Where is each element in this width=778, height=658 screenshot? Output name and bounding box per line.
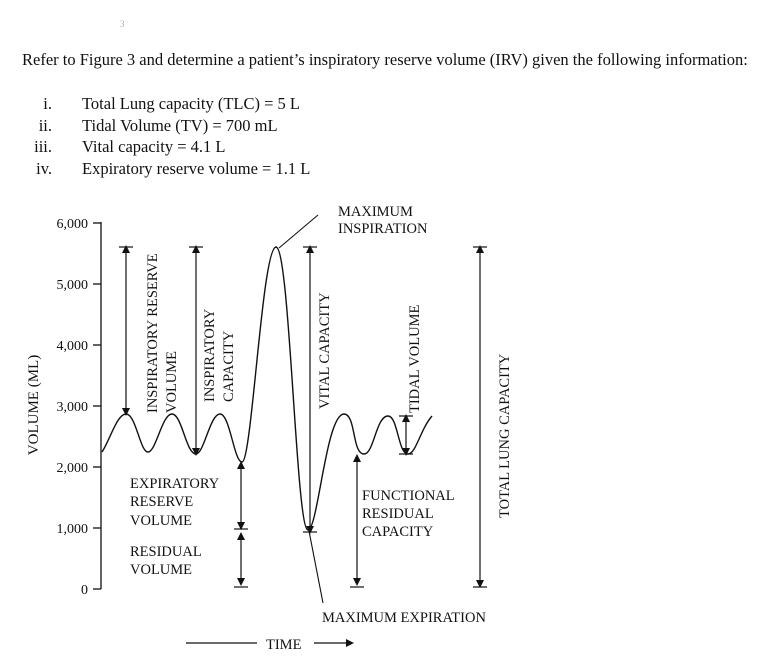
irv-arrow [119, 247, 133, 414]
ic-label: CAPACITY [221, 330, 237, 402]
tlc-label: TOTAL LUNG CAPACITY [497, 353, 513, 518]
figure-number-mark: 3 [120, 19, 125, 29]
rv-arrow [234, 534, 248, 587]
y-tick-label: 6,000 [56, 217, 88, 232]
tv-arrow [399, 416, 413, 454]
list-item-number: i. [43, 94, 52, 113]
ic-label: INSPIRATORY [202, 308, 218, 402]
tlc-arrow [473, 247, 487, 587]
max-expiration-label: MAXIMUM EXPIRATION [322, 610, 486, 626]
y-tick-label: 2,000 [56, 461, 88, 476]
list-item-text: Vital capacity = 4.1 L [82, 137, 226, 156]
irv-label: VOLUME [164, 350, 180, 413]
list-item-number: ii. [38, 115, 52, 135]
vc-label: VITAL CAPACITY [317, 292, 333, 409]
irv-label: INSPIRATORY RESERVE [145, 253, 161, 413]
ic-arrow [189, 247, 203, 454]
max-inspiration-pointer [279, 215, 318, 248]
y-tick-label: 3,000 [56, 400, 88, 415]
rv-label: VOLUME [130, 562, 193, 578]
erv-label: RESERVE [130, 494, 194, 510]
list-item-text: Total Lung capacity (TLC) = 5 L [82, 94, 300, 113]
erv-arrow [234, 463, 248, 529]
max-inspiration-label: MAXIMUM [338, 204, 413, 220]
erv-label: VOLUME [130, 513, 193, 529]
y-tick-label: 1,000 [56, 522, 88, 537]
frc-label: CAPACITY [362, 524, 434, 540]
tv-label: TIDAL VOLUME [407, 304, 423, 413]
max-inspiration-label: INSPIRATION [338, 221, 428, 237]
list-item-number: iii. [34, 137, 52, 156]
y-tick-label: 4,000 [56, 339, 88, 354]
erv-label: EXPIRATORY [130, 476, 220, 492]
y-axis-ticks [93, 223, 101, 589]
list-item-text: Tidal Volume (TV) = 700 mL [82, 115, 278, 135]
list-item-text: Expiratory reserve volume = 1.1 L [82, 158, 311, 178]
y-tick-label: 5,000 [56, 278, 88, 293]
list-item-number: iv. [36, 158, 52, 178]
y-axis-label: VOLUME (ML) [26, 354, 42, 456]
time-axis-label: TIME [266, 637, 302, 653]
vc-arrow [303, 247, 317, 532]
frc-label: FUNCTIONAL [362, 488, 455, 504]
question-text: Refer to Figure 3 and determine a patient’s inspiratory reserve volume (IRV) given the following information: [22, 50, 748, 69]
max-expiration-pointer [309, 531, 323, 603]
frc-label: RESIDUAL [362, 506, 434, 522]
y-tick-label: 0 [81, 583, 88, 598]
rv-label: RESIDUAL [130, 544, 202, 560]
